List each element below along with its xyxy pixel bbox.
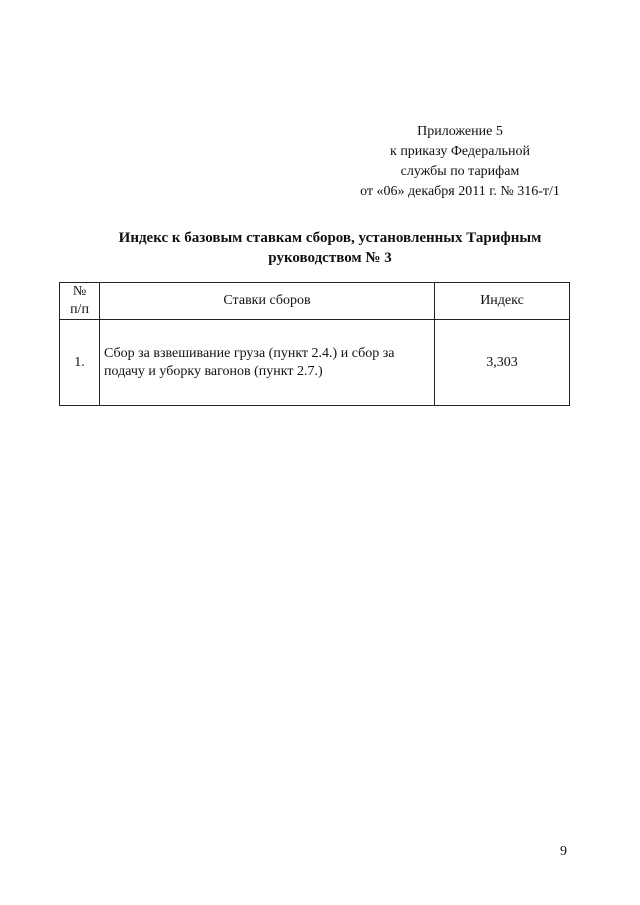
page-number: 9	[560, 844, 567, 859]
table-row	[60, 320, 570, 406]
appendix-line: к приказу Федеральной	[390, 144, 530, 159]
header-index: Индекс	[435, 283, 570, 320]
appendix-reference	[340, 122, 580, 202]
header-number-line: п/п	[70, 302, 89, 317]
cell-rate	[100, 320, 435, 406]
title-line: Индекс к базовым ставкам сборов, установленных Тарифным	[118, 230, 542, 246]
title-line: руководством № 3	[268, 250, 392, 266]
header-rate: Ставки сборов	[100, 283, 435, 320]
cell-rate-line: подачу и уборку вагонов (пункт 2.7.)	[104, 363, 323, 379]
rates-table	[59, 282, 570, 406]
cell-index: 3,303	[435, 320, 570, 406]
appendix-line: Приложение 5	[417, 124, 503, 139]
appendix-line: от «06» декабря 2011 г. № 316-т/1	[360, 184, 560, 199]
header-number-line: №	[72, 284, 87, 299]
cell-rate-line: Сбор за взвешивание груза (пункт 2.4.) и сбор за	[104, 345, 395, 361]
appendix-line: службы по тарифам	[400, 164, 520, 179]
table-header-row	[60, 283, 570, 320]
header-number	[60, 283, 100, 320]
document-title	[80, 228, 580, 268]
cell-number: 1.	[60, 320, 100, 406]
